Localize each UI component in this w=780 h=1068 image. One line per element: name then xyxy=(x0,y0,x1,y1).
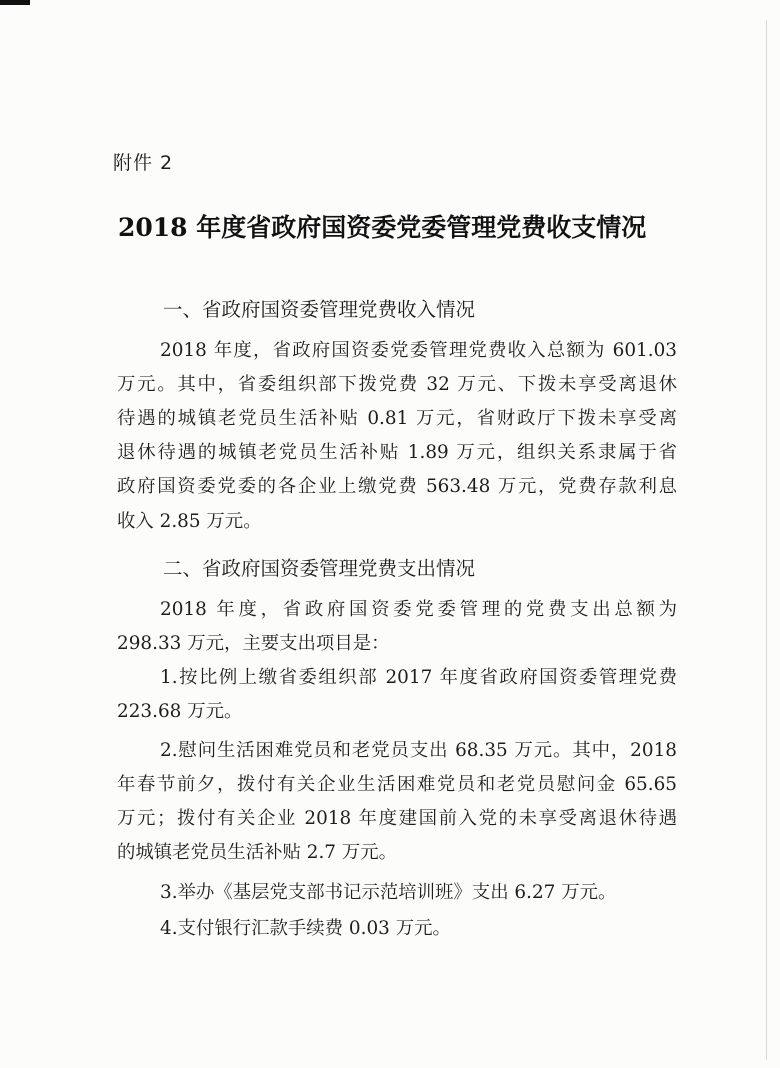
scan-mark xyxy=(0,0,30,5)
attachment-label: 附件 2 xyxy=(113,152,174,174)
section-1-line: 退休待遇的城镇老党员生活补贴 1.89 万元，组织关系隶属于省 xyxy=(117,442,677,463)
section-1-heading: 一、省政府国资委管理党费收入情况 xyxy=(163,298,476,321)
section-2-line: 2018 年度，省政府国资委党委管理的党费支出总额为 xyxy=(160,599,677,620)
section-2-heading: 二、省政府国资委管理党费支出情况 xyxy=(163,557,476,580)
section-1-line: 待遇的城镇老党员生活补贴 0.81 万元，省财政厅下拨未享受离 xyxy=(117,408,677,429)
section-2-line: 的城镇老党员生活补贴 2.7 万元。 xyxy=(117,842,398,863)
section-1-line: 收入 2.85 万元。 xyxy=(117,511,262,532)
section-1-line: 2018 年度，省政府国资委党委管理党费收入总额为 601.03 xyxy=(160,340,677,361)
section-1-line: 万元。其中，省委组织部下拨党费 32 万元、下拨未享受离退休 xyxy=(117,374,677,395)
section-2-line: 年春节前夕，拨付有关企业生活困难党员和老党员慰问金 65.65 xyxy=(117,774,677,795)
section-2-line: 223.68 万元。 xyxy=(117,701,243,722)
section-2-line: 298.33 万元，主要支出项目是： xyxy=(117,633,390,654)
section-1-line: 政府国资委党委的各企业上缴党费 563.48 万元，党费存款利息 xyxy=(117,476,677,497)
section-2-line: 4.支付银行汇款手续费 0.03 万元。 xyxy=(160,918,451,939)
section-2-line: 1.按比例上缴省委组织部 2017 年度省政府国资委管理党费 xyxy=(160,667,677,688)
page-title: 2018 年度省政府国资委党委管理党费收支情况 xyxy=(118,213,647,242)
scan-edge-line xyxy=(766,20,767,1060)
section-2-line: 3.举办《基层党支部书记示范培训班》支出 6.27 万元。 xyxy=(160,882,617,903)
section-2-line: 万元；拨付有关企业 2018 年度建国前入党的未享受离退休待遇 xyxy=(117,808,677,829)
section-2-line: 2.慰问生活困难党员和老党员支出 68.35 万元。其中，2018 xyxy=(160,740,677,761)
